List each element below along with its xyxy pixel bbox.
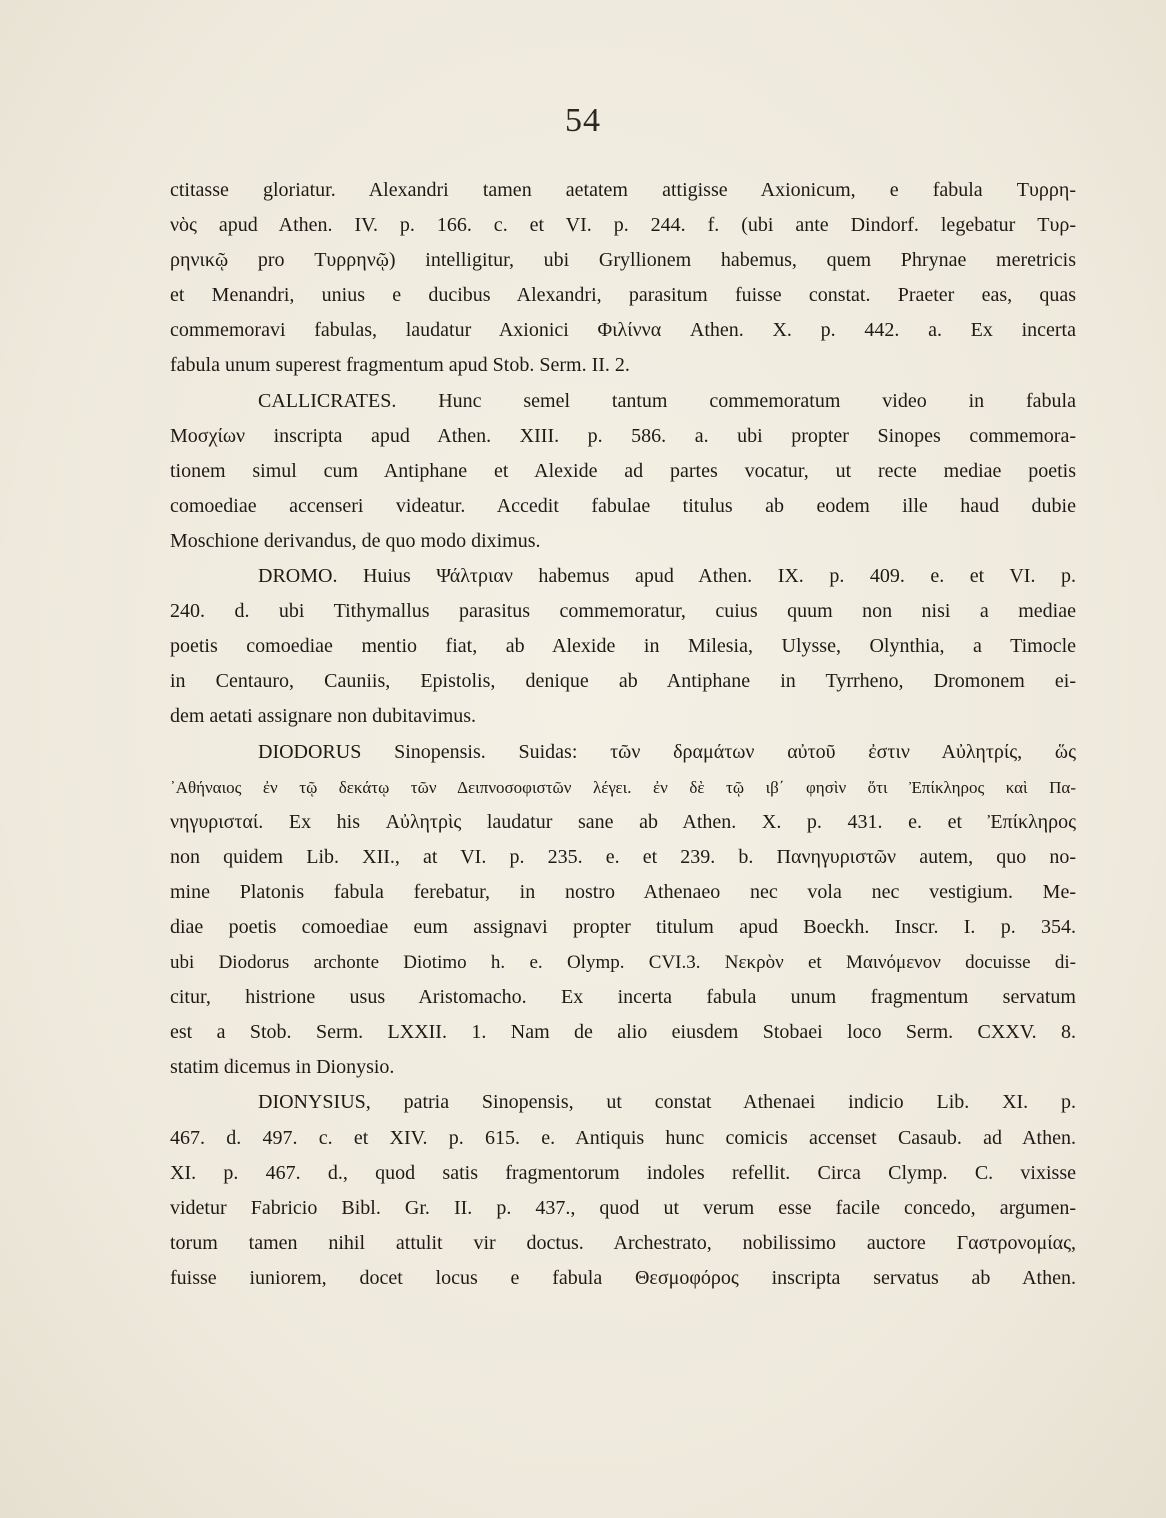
text-line: 467. d. 497. c. et XIV. p. 615. e. Antiquis hunc comicis accenset Casaub. ad Athen. [170, 1126, 1076, 1149]
text-line: statim dicemus in Dionysio. [170, 1056, 395, 1079]
text-line: CALLICRATES. Hunc semel tantum commemoratum video in fabula [258, 389, 1076, 412]
text-line: tionem simul cum Antiphane et Alexide ad partes vocatur, ut recte mediae poetis [170, 459, 1076, 482]
text-line: mine Platonis fabula ferebatur, in nostro Athenaeo nec vola nec vestigium. Me- [170, 880, 1076, 903]
text-line: non quidem Lib. XII., at VI. p. 235. e. et 239. b. Πανηγυριστῶν autem, quo no- [170, 845, 1076, 868]
text-line: Moschione derivandus, de quo modo diximus. [170, 529, 541, 552]
text-line: ctitasse gloriatur. Alexandri tamen aetatem attigisse Axionicum, e fabula Τυρρη- [170, 179, 1076, 201]
text-line: poetis comoediae mentio fiat, ab Alexide in Milesia, Ulysse, Olynthia, a Timocle [170, 635, 1076, 658]
page-number: 54 [565, 102, 601, 139]
body-text [170, 173, 1076, 1296]
text-line: νὸς apud Athen. IV. p. 166. c. et VI. p. 244. f. (ubi ante Dindorf. legebatur Τυρ- [170, 214, 1076, 237]
text-line: XI. p. 467. d., quod satis fragmentorum indoles refellit. Circa Clymp. C. vixisse [170, 1161, 1076, 1184]
text-line: DIONYSIUS, patria Sinopensis, ut constat Athenaei indicio Lib. XI. p. [258, 1091, 1076, 1114]
text-line: in Centauro, Cauniis, Epistolis, denique ab Antiphane in Tyrrheno, Dromonem ei- [170, 670, 1076, 693]
text-line: νηγυρισταί. Ex his Αὐλητρὶς laudatur sane ab Athen. X. p. 431. e. et Ἐπίκληρος [170, 810, 1076, 833]
text-line: ρηνικῷ pro Τυρρηνῷ) intelligitur, ubi Gryllionem habemus, quem Phrynae meretricis [170, 249, 1076, 272]
text-line: et Menandri, unius e ducibus Alexandri, parasitum fuisse constat. Praeter eas, quas [170, 284, 1076, 307]
text-line: est a Stob. Serm. LXXII. 1. Nam de alio eiusdem Stobaei loco Serm. CXXV. 8. [170, 1021, 1076, 1044]
text-line: ᾿Αθήναιος ἐν τῷ δεκάτῳ τῶν Δειπνοσοφιστῶν λέγει. ἐν δὲ τῷ ιβ΄ φησὶν ὅτι Ἐπίκληρος καὶ Πα- [170, 777, 1076, 797]
text-line: citur, histrione usus Aristomacho. Ex incerta fabula unum fragmentum servatum [170, 986, 1076, 1009]
text-line: comoediae accenseri videatur. Accedit fabulae titulus ab eodem ille haud dubie [170, 494, 1076, 517]
text-line: DIODORUS Sinopensis. Suidas: τῶν δραμάτων αὐτοῦ ἐστιν Αὐλητρίς, ὥς [258, 740, 1076, 763]
text-line: Μοσχίων inscripta apud Athen. XIII. p. 586. a. ubi propter Sinopes commemora- [170, 424, 1076, 447]
text-line: fabula unum superest fragmentum apud Stob. Serm. II. 2. [170, 354, 630, 377]
text-line: diae poetis comoediae eum assignavi propter titulum apud Boeckh. Inscr. I. p. 354. [170, 915, 1076, 938]
text-line: commemoravi fabulas, laudatur Axionici Φιλίννα Athen. X. p. 442. a. Ex incerta [170, 319, 1076, 342]
text-line: dem aetati assignare non dubitavimus. [170, 705, 477, 728]
text-line: fuisse iuniorem, docet locus e fabula Θεσμοφόρος inscripta servatus ab Athen. [170, 1266, 1076, 1289]
text-line: DROMO. Huius Ψάλτριαν habemus apud Athen. IX. p. 409. e. et VI. p. [258, 565, 1076, 588]
text-line: torum tamen nihil attulit vir doctus. Archestrato, nobilissimo auctore Γαστρονομίας, [170, 1231, 1076, 1254]
text-line: videtur Fabricio Bibl. Gr. II. p. 437., quod ut verum esse facile concedo, argumen- [170, 1196, 1076, 1219]
text-line: ubi Diodorus archonte Diotimo h. e. Olymp. CVI.3. Νεκρὸν et Μαινόμενον docuisse di- [170, 952, 1076, 974]
text-line: 240. d. ubi Tithymallus parasitus commemoratur, cuius quum non nisi a mediae [170, 600, 1076, 623]
